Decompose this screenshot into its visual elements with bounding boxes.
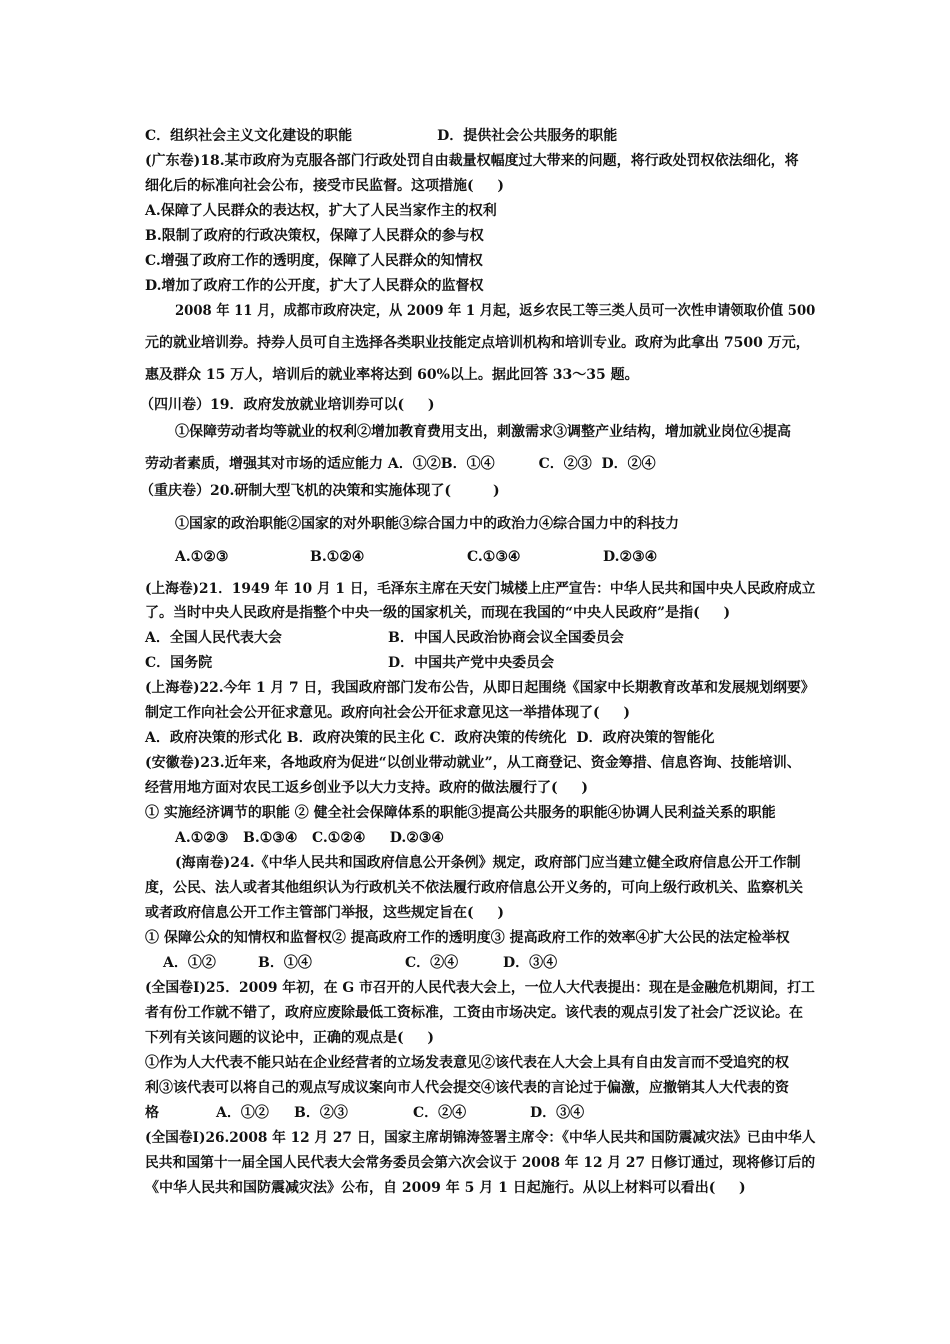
text-line: 制定工作向社会公开征求意见。政府向社会公开征求意见这一举措体现了( ) bbox=[145, 705, 630, 721]
option-text: A．①② bbox=[216, 1105, 269, 1121]
text-line: A.①②③ B.①③④ C.①②④ D.②③④ bbox=[175, 830, 444, 846]
text-line: ①国家的政治职能②国家的对外职能③综合国力中的政治力④综合国力中的科技力 bbox=[175, 516, 679, 532]
option-text: C．②④ bbox=[413, 1105, 467, 1121]
option-text: D.②③④ bbox=[603, 549, 658, 565]
option-text: B．中国人民政治协商会议全国委员会 bbox=[388, 630, 624, 646]
text-line: 度，公民、法人或者其他组织认为行政机关不依法履行政府信息公开义务的，可向上级行政机关、监察机关 bbox=[145, 880, 803, 896]
text-segment: C．②③ D．②④ bbox=[538, 456, 656, 472]
text-line: 或者政府信息公开工作主管部门举报，这些规定旨在( ) bbox=[145, 905, 504, 921]
text-line: (上海卷)22.今年 1 月 7 日，我国政府部门发布公告，从即日起围绕《国家中长期教育改革和发展规划纲要》 bbox=[145, 680, 815, 696]
text-line: B.限制了政府的行政决策权，保障了人民群众的参与权 bbox=[145, 228, 484, 244]
text-line: (全国卷Ⅰ)25．2009 年初，在 G 市召开的人民代表大会上，一位人大代表提出：现在是金融危机期间，打工 bbox=[145, 980, 815, 996]
option-text: C．②④ bbox=[405, 955, 459, 971]
text-line: (安徽卷)23.近年来，各地政府为促进“以创业带动就业”，从工商登记、资金筹措、信息咨询、技能培训、 bbox=[145, 755, 801, 771]
text-line: C.增强了政府工作的透明度，保障了人民群众的知情权 bbox=[145, 253, 483, 269]
option-text: C.①③④ bbox=[467, 549, 521, 565]
text-line: 者有份工作就不错了，政府应废除最低工资标准，工资由市场决定。该代表的观点引发了社会广泛议论。在 bbox=[145, 1005, 803, 1021]
text-line: ① 保障公众的知情权和监督权② 提高政府工作的透明度③ 提高政府工作的效率④扩大公民的法定检举权 bbox=[145, 930, 790, 946]
text-line: 细化后的标准向社会公布，接受市民监督。这项措施( ) bbox=[145, 178, 504, 194]
option-text: B．①④ bbox=[258, 955, 312, 971]
text-line bbox=[145, 127, 617, 145]
text-segment: D．提供社会公共服务的职能 bbox=[437, 128, 618, 144]
option-text: D．③④ bbox=[530, 1105, 585, 1121]
text-line: ① 实施经济调节的职能 ② 健全社会保障体系的职能③提高公共服务的职能④协调人民利益关系的职能 bbox=[145, 805, 776, 821]
text-line: 2008 年 11 月，成都市政府决定，从 2009 年 1 月起，返乡农民工等三类人员可一次性申请领取价值 500 bbox=[175, 303, 816, 319]
option-text: B.①②④ bbox=[310, 549, 365, 565]
option-text: A.①②③ bbox=[175, 549, 229, 565]
option-text: B．②③ bbox=[294, 1105, 348, 1121]
text-line: (全国卷Ⅰ)26.2008 年 12 月 27 日，国家主席胡锦涛签署主席令：《中华人民共和国防震减灾法》已由中华人 bbox=[145, 1130, 816, 1146]
text-line: 利③该代表可以将自己的观点写成议案向市人代会提交④该代表的言论过于偏激，应撤销其人大代表的资 bbox=[145, 1080, 789, 1096]
text-line: 下列有关该问题的议论中，正确的观点是( ) bbox=[145, 1030, 434, 1046]
text-line: ①保障劳动者均等就业的权利②增加教育费用支出，刺激需求③调整产业结构，增加就业岗位④提高 bbox=[175, 424, 791, 440]
option-text: D．中国共产党中央委员会 bbox=[388, 655, 555, 671]
text-line: (海南卷)24.《中华人民共和国政府信息公开条例》规定，政府部门应当建立健全政府信息公开工作制 bbox=[175, 855, 801, 871]
text-line: （重庆卷）20.研制大型飞机的决策和实施体现了( ) bbox=[140, 483, 500, 499]
text-line: 惠及群众 15 万人，培训后的就业率将达到 60%以上。据此回答 33～35 题。 bbox=[145, 367, 639, 383]
text-line: 《中华人民共和国防震减灾法》公布，自 2009 年 5 月 1 日起施行。从以上材料可以看出( ) bbox=[145, 1180, 746, 1196]
text-line: A.保障了人民群众的表达权，扩大了人民当家作主的权利 bbox=[145, 203, 497, 219]
option-text: 格 bbox=[145, 1105, 159, 1121]
text-line: D.增加了政府工作的公开度，扩大了人民群众的监督权 bbox=[145, 278, 484, 294]
text-line bbox=[145, 455, 656, 473]
text-line: 民共和国第十一届全国人民代表大会常务委员会第六次会议于 2008 年 12 月 27 日修订通过，现将修订后的 bbox=[145, 1155, 816, 1171]
option-text: D．③④ bbox=[503, 955, 558, 971]
text-line: （四川卷）19．政府发放就业培训券可以( ) bbox=[140, 397, 435, 413]
text-segment: 劳动者素质，增强其对市场的适应能力 A．①②B．①④ bbox=[145, 456, 495, 472]
text-line: A．政府决策的形式化 B．政府决策的民主化 C．政府决策的传统化 D．政府决策的智能化 bbox=[145, 730, 715, 746]
text-line: (广东卷)18.某市政府为克服各部门行政处罚自由裁量权幅度过大带来的问题，将行政处罚权依法细化，将 bbox=[145, 153, 799, 169]
text-line: ①作为人大代表不能只站在企业经营者的立场发表意见②该代表在人大会上具有自由发言而不受追究的权 bbox=[145, 1055, 789, 1071]
text-line: (上海卷)21．1949 年 10 月 1 日，毛泽东主席在天安门城楼上庄严宣告：中华人民共和国中央人民政府成立 bbox=[145, 581, 816, 597]
text-line: 经营用地方面对农民工返乡创业予以大力支持。政府的做法履行了( ) bbox=[145, 780, 588, 796]
text-line: 元的就业培训券。持券人员可自主选择各类职业技能定点培训机构和培训专业。政府为此拿出 7500 万元， bbox=[145, 335, 810, 351]
text-line: 了。当时中央人民政府是指整个中央一级的国家机关，而现在我国的“中央人民政府”是指( ) bbox=[145, 605, 731, 621]
text-segment: C．组织社会主义文化建设的职能 bbox=[145, 128, 353, 144]
option-text: C．国务院 bbox=[145, 655, 213, 671]
option-text: A．①② bbox=[163, 955, 216, 971]
option-text: A．全国人民代表大会 bbox=[145, 630, 282, 646]
